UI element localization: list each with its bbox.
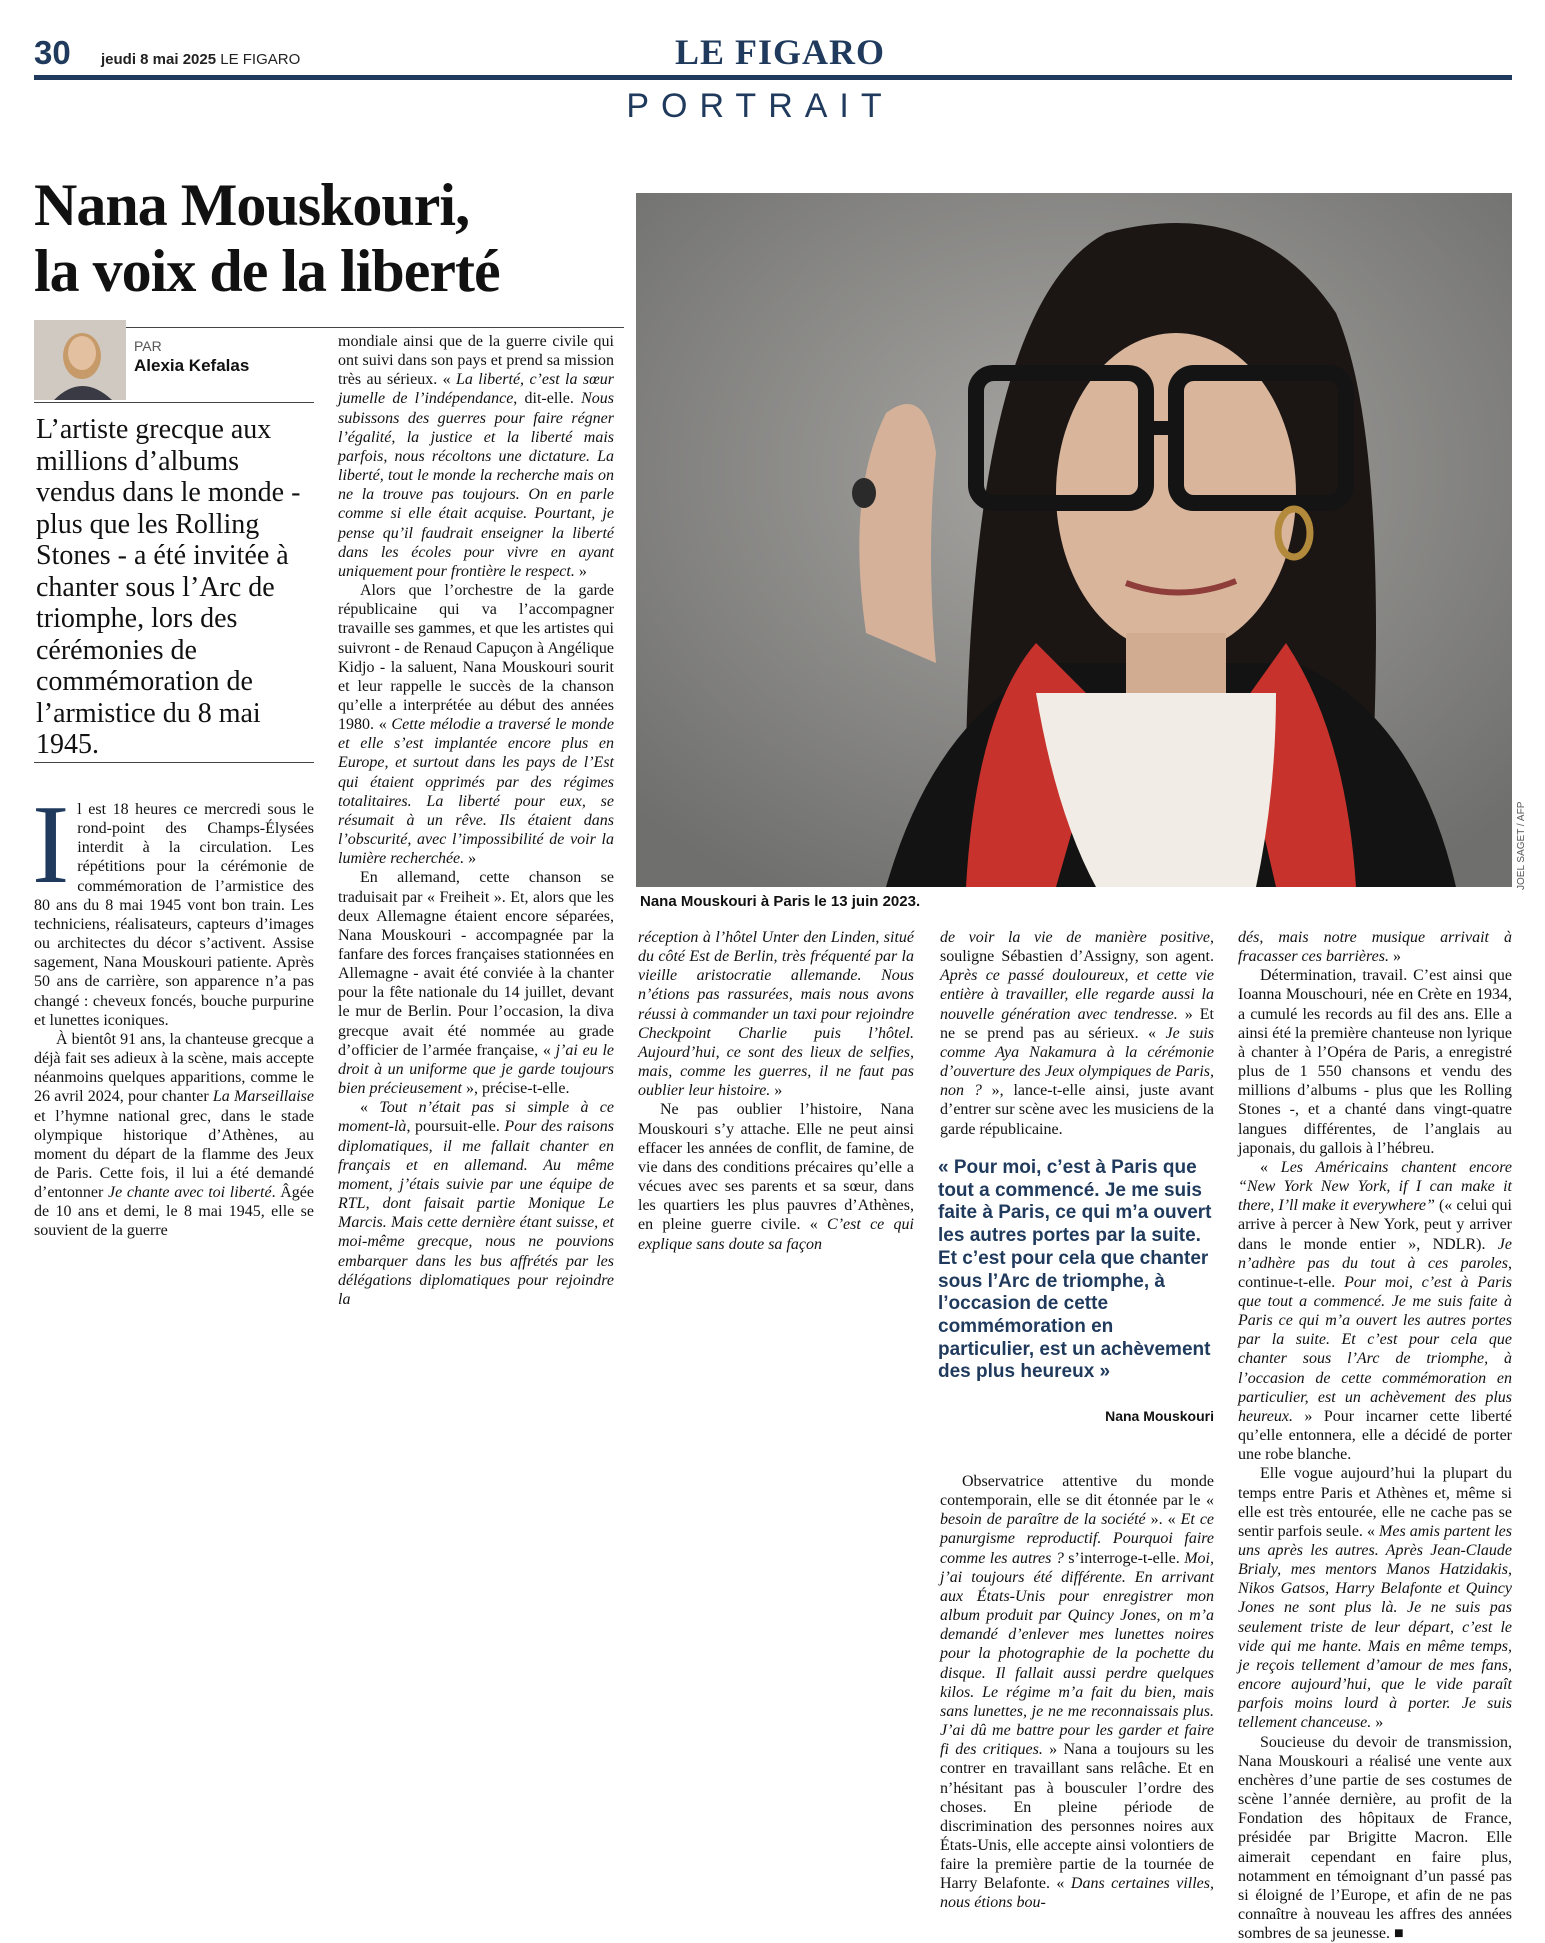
byline-prefix: PAR xyxy=(134,338,162,354)
column-3: réception à l’hôtel Unter den Linden, situé du côté Est de Berlin, très fréquenté par la vieille aristocratie allemande. Nous n’étions pas rassurées, mais nous avons réussi à commander un taxi pour rejoindre Checkpoint Charlie puis l’hôtel. Aujourd’hui, ce sont des lieux de selfies, mais, comme les guerres, il ne faut pas oublier leur histoire. » Ne pas oublier l’histoire, Nana Mouskouri s’y attache. Elle ne peut ainsi effacer les années de conflit, de famine, de vie dans des conditions précaires qu’elle a vécues avec ses parents et sa sœur, dans les quartiers les plus pauvres d’Athènes, en pleine guerre civile. « C’est ce qui explique sans doute sa façon xyxy=(638,929,915,1253)
column-4-top: de voir la vie de manière positive, souligne Sébastien d’Assigny, son agent. Après ce passé douloureux, et cette vie entière à travailler, elle regarde aussi la nouvelle génération avec tendresse. » Et ne se prend pas au sérieux. « Je suis comme Aya Nakamura à la cérémonie d’ouverture des Jeux olympiques de Paris, non ? », lance-t-elle ainsi, juste avant d’entrer sur scène avec les musiciens de la garde républicaine. xyxy=(940,929,1215,1138)
lead-rule xyxy=(34,762,314,763)
portrait-photo xyxy=(636,193,1512,887)
column-2: mondiale ainsi que de la guerre civile qui ont suivi dans son pays et prend sa mission très au sérieux. « La liberté, c’est la sœur jumelle de l’indépendance, dit-elle. Nous subissons des guerres pour faire régner l’égalité, la justice et la liberté mais parfois, nous récoltons une dictature. La liberté, tout le monde la recherche mais on ne la trouve pas toujours. On en parle comme si elle était acquise. Pourtant, je pense qu’il faudrait enseigner la liberté dans les écoles pour vivre en ayant uniquement pour frontière le respect. » Alors que l’orchestre de la garde républicaine qui va l’accompagner travaille ses gammes, et que les artistes qui suivront - de Renaud Capuçon à Angélique Kidjo - la saluent, Nana Mouskouri sourit et leur rappelle le succès de la chanson qu’elle a interprétée au début des années 1980. « Cette mélodie a traversé le monde et elle s’est implantée encore plus en Europe, et surtout dans les pays de l’Est qui étaient opprimés par des régimes totalitaires. La liberté pour eux, se résumait à un rêve. Ils étaient dans l’obscurité, avec l’impossibilité de voir la lumière recherchée. » En allemand, cette chanson se traduisait par « Freiheit ». Et, alors que les deux Allemagne étaient encore séparées, Nana Mouskouri - accompagnée par la fanfare des forces françaises stationnées en Allemagne - avait été conviée à la chanter pour la fête nationale du 14 juillet, devant le mur de Berlin. Pour l’occasion, la diva grecque avait été nommée au grade d’officier de l’armée française, « j’ai eu le droit à un uniforme que je garde toujours bien précieusement », précise-t-elle. « Tout n’était pas si simple à ce moment-là, poursuit-elle. Pour des raisons diplomatiques, il me fallait chanter en français et en allemand. Au même moment, j’étais suivie par une équipe de RTL, dont faisait partie Monique Le Marcis. Mais cette dernière étant suisse, et moi-même grecque, nous ne pouvions embarquer dans les bus affrétés par les délégations diplomatiques pour rejoindre la xyxy=(338,333,615,1308)
drop-cap: I xyxy=(32,783,70,907)
photo-caption: Nana Mouskouri à Paris le 13 juin 2023. xyxy=(640,893,921,910)
column-4-bottom: Observatrice attentive du monde contemporain, elle se dit étonnée par le « besoin de paraître de la société ». « Et ce panurgisme reproductif. Pourquoi faire comme les autres ? s’interroge-t-elle. Moi, j’ai toujours été différente. En arrivant aux États-Unis pour enregistrer mon album produit par Quincy Jones, on m’a demandé d’enlever mes lunettes noires pour la photographie de la pochette du disque. Il fallait aussi perdre quelques kilos. Le régime m’a fait du bien, mais sans lunettes, je ne me reconnaissais plus. J’ai dû me battre pour les garder et faire fi des critiques. » Nana a toujours su les contrer en travaillant sans relâche. Et en n’hésitant pas à bousculer l’ordre des choses. En pleine période de discrimination des personnes noires aux États-Unis, elle accepte ainsi volontiers de faire la première partie de la tournée de Harry Belafonte. « Dans certaines villes, nous étions bou- xyxy=(940,1473,1215,1912)
byline-author: Alexia Kefalas xyxy=(134,356,250,375)
headline-line-2: la voix de la liberté xyxy=(34,238,500,304)
paper-name: LE FIGARO xyxy=(220,51,301,68)
author-portrait-icon xyxy=(34,320,126,400)
headline-line-1: Nana Mouskouri, xyxy=(34,172,470,238)
author-avatar xyxy=(34,320,126,400)
photo-credit: JOEL SAGET / AFP xyxy=(1516,801,1527,890)
pull-quote: « Pour moi, c’est à Paris que tout a commencé. Je me suis faite à Paris, ce qui m’a ouvert les autres portes par la suite. Et c’est pour cela que chanter sous l’Arc de triomphe, à l’occasion de cette commémoration en particulier, est un achèvement des plus heureux » xyxy=(938,1157,1212,1383)
portrait-image-icon xyxy=(636,193,1512,887)
lead-paragraph: L’artiste grecque aux millions d’albums vendus dans le monde - plus que les Rolling Stones - a été invitée à chanter sous l’Arc de triomphe, lors des cérémonies de commémoration de l’armistice du 8 mai 1945. xyxy=(36,414,301,760)
header-rule xyxy=(34,75,1512,80)
column-5: dés, mais notre musique arrivait à fracasser ces barrières. » Détermination, travail. C’est ainsi que Ioanna Mouschouri, née en Crète en 1934, a cumulé les records au fil des ans. Elle a ainsi été la première chanteuse non lyrique à chanter à l’Opéra de Paris, a enregistré plus de 1 550 chansons et vendu des millions d’albums - plus que les Rolling Stones -, et a chanté dans vingt-quatre langues différentes, de l’anglais au japonais, du gallois à l’hébreu. « Les Américains chantent encore “New York New York, if I can make it there, I’ll make it everywhere” (« celui qui arrive à percer à New York, peut y arriver dans le monde entier », NDLR). Je n’adhère pas du tout à ces paroles, continue-t-elle. Pour moi, c’est à Paris que tout a commencé. Je me suis faite à Paris ce qui m’a ouvert les autres portes par la suite. Et c’est pour cela que chanter sous l’Arc de triomphe, à l’occasion de cette commémoration en particulier, est un achèvement des plus heureux. » Pour incarner cette liberté qu’elle entonnera, elle a décidé de porter une robe blanche. Elle vogue aujourd’hui la plupart du temps entre Paris et Athènes et, même si elle est très entourée, elle ne cache pas se sentir parfois seule. « Mes amis partent les uns après les autres. Après Jean-Claude Brialy, mes mentors Manos Hatzidakis, Nikos Gatsos, Harry Belafonte et Quincy Jones ne sont plus là. Je ne suis pas seulement triste de leur départ, c’est le vide qui me hante. Mais en même temps, je reçois tellement d’amour de mes fans, encore aujourd’hui, que le vide paraît parfois moins lourd à porter. Je suis tellement chanceuse. » Soucieuse du devoir de transmission, Nana Mouskouri a réalisé une vente aux enchères d’une partie de ses costumes de scène l’année dernière, au profit de la Fondation des hôpitaux de France, présidée par Brigitte Macron. Elle aimerait cependant en faire plus, notamment en témoignant d’un passé pas si éloigné de l’Europe, et afin de ne pas connaître à nouveau les affres des années sombres de sa jeunesse. ■ xyxy=(1238,929,1513,1943)
pull-quote-attribution: Nana Mouskouri xyxy=(1105,1408,1214,1424)
page-number: 30 xyxy=(34,34,71,71)
date-text: jeudi 8 mai 2025 xyxy=(101,51,217,68)
issue-date xyxy=(101,52,300,68)
author-rule xyxy=(34,402,314,403)
section-title: PORTRAIT xyxy=(626,87,894,125)
headline xyxy=(34,172,634,304)
column-1: I l est 18 heures ce mercredi sous le rond-point des Champs-Élysées interdit à la circulation. Les répétitions pour la cérémonie de commémoration de l’armistice des 80 ans du 8 mai 1945 vont bon train. Les techniciens, réalisateurs, capteurs d’images ou architectes du décor s’activent. Assise sagement, Nana Mouskouri patiente. Après 50 ans de carrière, son apparence n’a pas changé : cheveux foncés, bouche purpurine et lunettes iconiques. À bientôt 91 ans, la chanteuse grecque a déjà fait ses adieux à la scène, mais accepte néanmoins quelques apparitions, comme le 26 avril 2024, pour chanter La Marseillaise et l’hymne national grec, dans le stade olympique historique d’Athènes, au moment du départ de la flamme des Jeux de Paris. Cette fois, il lui a été demandé d’entonner Je chante avec toi liberté. Âgée de 10 ans et demi, le 8 mai 1945, elle se souvient de la guerre xyxy=(32,783,315,1240)
newspaper-logo: LE FIGARO xyxy=(674,32,886,72)
